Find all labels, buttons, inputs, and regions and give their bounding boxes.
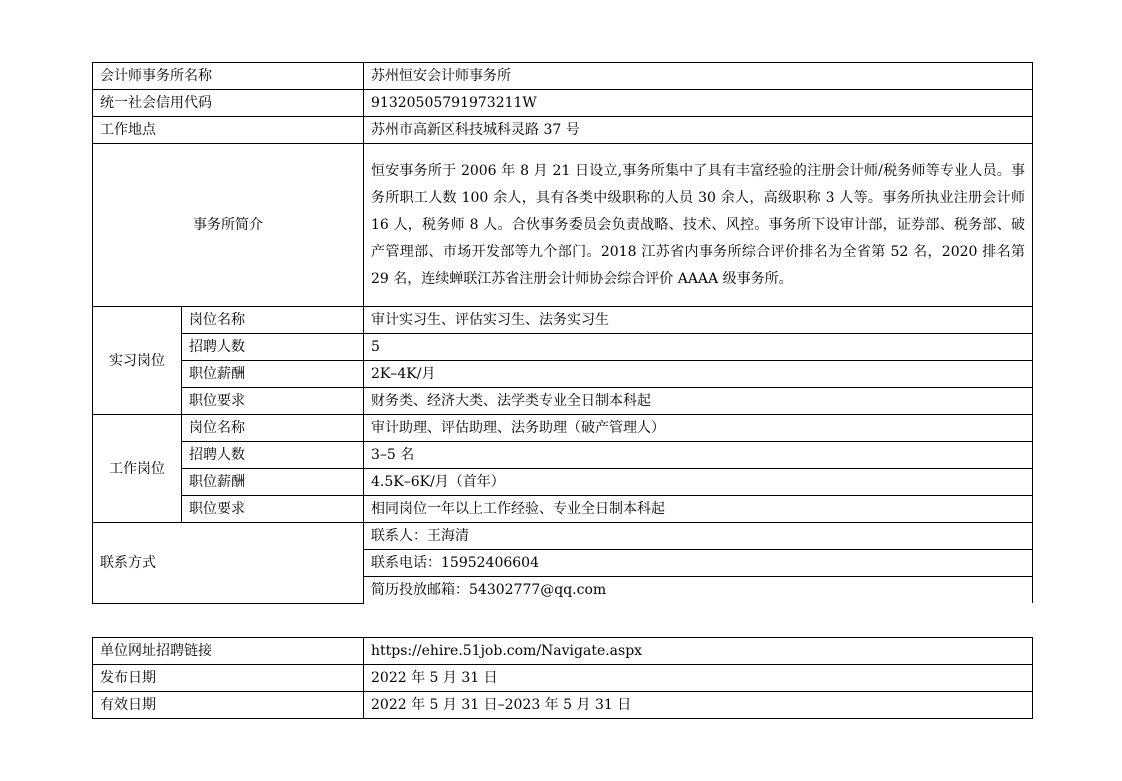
credit-code-label: 统一社会信用代码 (93, 90, 364, 117)
job-row-label: 职位要求 (182, 496, 364, 523)
job-group-label: 工作岗位 (93, 415, 182, 523)
internship-row-label: 岗位名称 (182, 307, 364, 334)
table-row (93, 117, 1033, 144)
table-row (93, 496, 1033, 523)
table-row (93, 665, 1033, 692)
location-label: 工作地点 (93, 117, 364, 144)
table-row (93, 90, 1033, 117)
contact-person: 联系人：王海清 (364, 523, 1033, 550)
table-row (93, 307, 1033, 334)
internship-row-value: 财务类、经济大类、法学类专业全日制本科起 (364, 388, 1033, 415)
credit-code-value: 91320505791973211W (364, 90, 1033, 117)
publish-date-value: 2022 年 5 月 31 日 (364, 665, 1033, 692)
table-row (93, 469, 1033, 496)
table-row (93, 415, 1033, 442)
job-row-label: 招聘人数 (182, 442, 364, 469)
contact-email: 简历投放邮箱：54302777@qq.com (364, 577, 1033, 604)
valid-date-label: 有效日期 (93, 692, 364, 719)
table-row (93, 388, 1033, 415)
posting-info-table (92, 637, 1033, 719)
intro-value: 恒安事务所于 2006 年 8 月 21 日设立,事务所集中了具有丰富经验的注册会计师/税务师等专业人员。事务所职工人数 100 余人，具有各类中级职称的人员 30 余人，高级职称 3 人等。事务所执业注册会计师 16 人，税务师 8 人。合伙事务委员会负责战略、技术、风控。事务所下设审计部，证券部、税务部、破产管理部、市场开发部等九个部门。2018 江苏省内事务所综合评价排名为全省第 52 名，2020 排名第 29 名，连续蝉联江苏省注册会计师协会综合评价 AAAA 级事务所。 (364, 144, 1033, 307)
location-value: 苏州市高新区科技城科灵路 37 号 (364, 117, 1033, 144)
contact-label: 联系方式 (93, 523, 364, 604)
internship-row-label: 职位要求 (182, 388, 364, 415)
firm-name-value: 苏州恒安会计师事务所 (364, 63, 1033, 90)
internship-row-value: 5 (364, 334, 1033, 361)
internship-row-label: 职位薪酬 (182, 361, 364, 388)
job-row-label: 岗位名称 (182, 415, 364, 442)
publish-date-label: 发布日期 (93, 665, 364, 692)
firm-name-label: 会计师事务所名称 (93, 63, 364, 90)
internship-row-value: 审计实习生、评估实习生、法务实习生 (364, 307, 1033, 334)
job-row-value: 相同岗位一年以上工作经验、专业全日制本科起 (364, 496, 1033, 523)
recruit-link-label: 单位网址招聘链接 (93, 638, 364, 665)
table-row (93, 144, 1033, 307)
recruitment-info-table (92, 62, 1033, 604)
recruit-link-value: https://ehire.51job.com/Navigate.aspx (364, 638, 1033, 665)
table-row (93, 63, 1033, 90)
internship-row-label: 招聘人数 (182, 334, 364, 361)
table-row (93, 361, 1033, 388)
table-row (93, 638, 1033, 665)
job-row-value: 审计助理、评估助理、法务助理（破产管理人） (364, 415, 1033, 442)
table-row (93, 442, 1033, 469)
job-row-value: 3–5 名 (364, 442, 1033, 469)
internship-group-label: 实习岗位 (93, 307, 182, 415)
table-row (93, 692, 1033, 719)
table-row (93, 334, 1033, 361)
internship-row-value: 2K–4K/月 (364, 361, 1033, 388)
valid-date-value: 2022 年 5 月 31 日–2023 年 5 月 31 日 (364, 692, 1033, 719)
job-row-value: 4.5K–6K/月（首年） (364, 469, 1033, 496)
table-row (93, 523, 1033, 550)
contact-phone: 联系电话：15952406604 (364, 550, 1033, 577)
job-row-label: 职位薪酬 (182, 469, 364, 496)
intro-label: 事务所简介 (93, 144, 364, 307)
